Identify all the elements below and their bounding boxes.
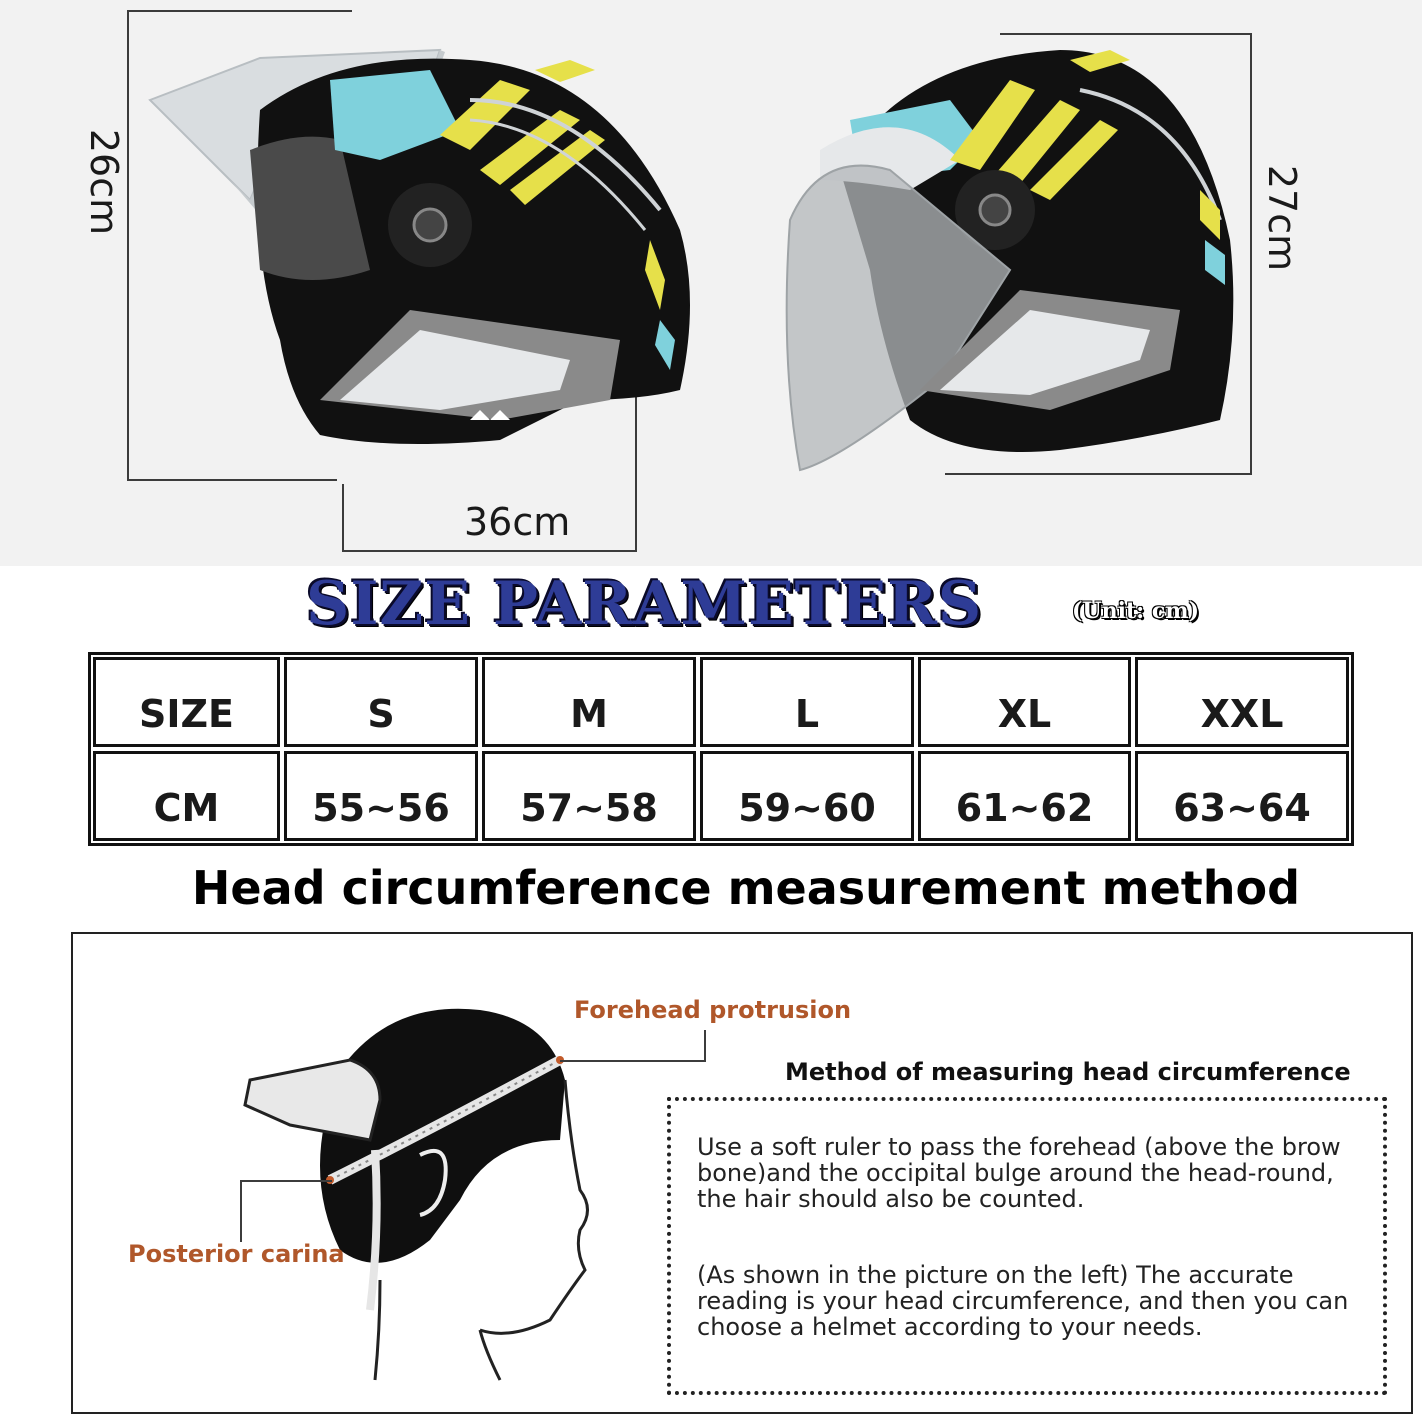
- table-header-cell: XXL: [1135, 657, 1349, 747]
- posterior-carina-label: Posterior carina: [128, 1240, 345, 1268]
- table-header-cell: M: [482, 657, 696, 747]
- width-label: 36cm: [464, 500, 571, 544]
- size-parameters-title: SIZE PARAMETERS: [306, 569, 983, 639]
- table-cell: 61~62: [918, 751, 1131, 841]
- dim-line-width-left: [342, 484, 344, 552]
- table-cell: 55~56: [284, 751, 478, 841]
- helmet-front-view-image: [780, 40, 1250, 480]
- forehead-protrusion-label: Forehead protrusion: [574, 996, 852, 1024]
- posterior-leader-vertical: [240, 1180, 242, 1242]
- instruction-paragraph-1: Use a soft ruler to pass the forehead (above the brow bone)and the occipital bulge around the head-round, the hair should also be counted.: [697, 1133, 1341, 1213]
- dim-line-right-top: [1000, 33, 1252, 35]
- table-cell: CM: [93, 751, 280, 841]
- size-parameters-unit: (Unit: cm): [1072, 598, 1199, 624]
- table-header-cell: XL: [918, 657, 1131, 747]
- table-cell: 59~60: [700, 751, 914, 841]
- helmet-photo-area: [0, 0, 1422, 566]
- table-cell: 63~64: [1135, 751, 1349, 841]
- instruction-paragraph-2: (As shown in the picture on the left) The accurate reading is your head circumference, and then you can choose a helmet according to your needs.: [697, 1261, 1349, 1341]
- height-label-right: 27cm: [1260, 164, 1304, 272]
- forehead-leader-vertical: [704, 1030, 706, 1062]
- posterior-leader-horizontal: [240, 1180, 332, 1182]
- helmet-side-view-image: [140, 40, 700, 480]
- dim-line-right-vertical: [1250, 33, 1252, 475]
- table-header-cell: L: [700, 657, 914, 747]
- measurement-method-title: Head circumference measurement method: [191, 861, 1301, 915]
- table-header-cell: S: [284, 657, 478, 747]
- table-header-cell: SIZE: [93, 657, 280, 747]
- dim-line-left-vertical: [127, 10, 129, 480]
- forehead-leader-horizontal: [560, 1060, 706, 1062]
- height-label-left: 26cm: [82, 128, 126, 236]
- table-cell: 57~58: [482, 751, 696, 841]
- method-heading: Method of measuring head circumference: [785, 1058, 1351, 1086]
- dim-line-width-bottom: [342, 550, 637, 552]
- head-measurement-illustration: [230, 990, 650, 1390]
- size-table: [88, 652, 1354, 846]
- dim-line-left-top: [127, 10, 352, 12]
